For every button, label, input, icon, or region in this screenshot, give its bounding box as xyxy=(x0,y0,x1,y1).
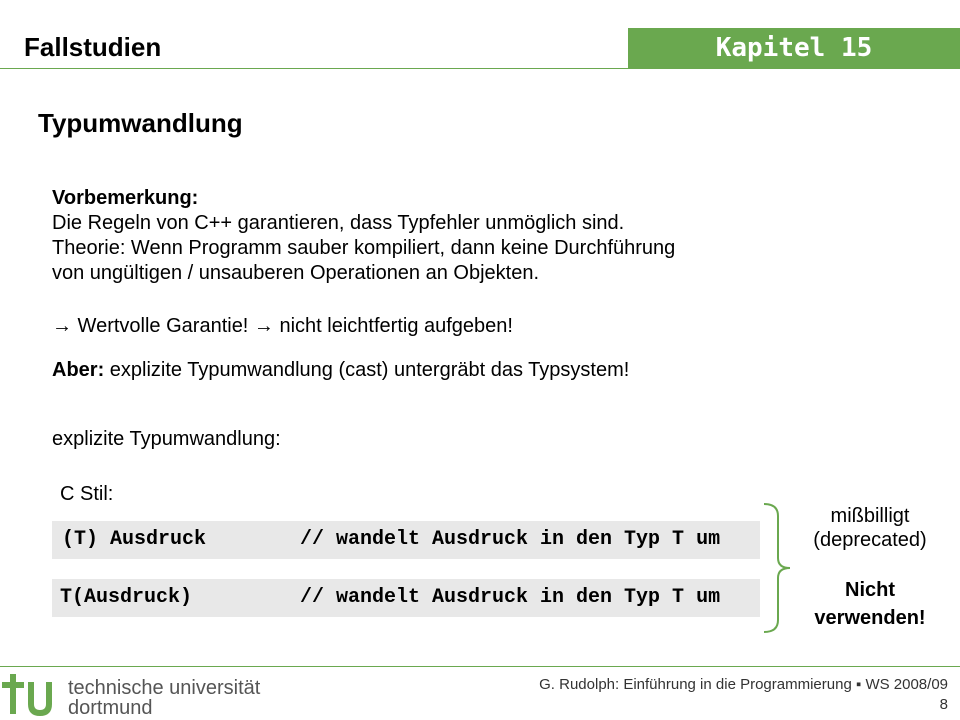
section-title: Fallstudien xyxy=(24,32,162,62)
chapter-label: Kapitel 15 xyxy=(715,33,873,63)
university-line-1: technische universität xyxy=(68,677,261,699)
deprecated-note-line1: mißbilligt xyxy=(830,505,910,527)
do-not-use-note xyxy=(790,576,950,632)
right-brace-icon xyxy=(760,502,794,634)
guarantee-text: → Wertvolle Garantie! → nicht leichtfertig aufgeben! xyxy=(52,315,513,337)
page-number: 8 xyxy=(939,696,948,713)
header-rule xyxy=(0,68,960,69)
explicit-heading: explizite Typumwandlung: xyxy=(52,428,281,450)
intro-line-2: Theorie: Wenn Programm sauber kompiliert, dann keine Durchführung xyxy=(52,237,676,259)
footer-rule xyxy=(0,666,960,667)
intro-line-3: von ungültigen / unsauberen Operationen an Objekten. xyxy=(52,262,540,284)
deprecated-note xyxy=(790,504,950,552)
c-style-label: C Stil: xyxy=(60,483,114,505)
intro-heading: Vorbemerkung: xyxy=(52,187,199,209)
aber-label: Aber: xyxy=(52,359,105,381)
slide-title: Typumwandlung xyxy=(38,108,243,138)
do-not-use-line2: verwenden! xyxy=(814,607,926,629)
footer-credit: G. Rudolph: Einführung in die Programmierung ▪ WS 2008/09 xyxy=(539,676,948,693)
code-expression: (T) Ausdruck xyxy=(62,528,207,551)
intro-line-1: Die Regeln von C++ garantieren, dass Typfehler unmöglich sind. xyxy=(52,212,625,234)
code-comment: // wandelt Ausdruck in den Typ T um xyxy=(300,528,721,551)
do-not-use-line1: Nicht xyxy=(845,579,895,601)
aber-text: explizite Typumwandlung (cast) untergräbt das Typsystem! xyxy=(104,359,630,381)
code-expression: T(Ausdruck) xyxy=(60,586,193,609)
university-line-2: dortmund xyxy=(68,697,153,719)
deprecated-note-line2: (deprecated) xyxy=(813,529,927,551)
code-box-1 xyxy=(52,521,760,559)
code-comment: // wandelt Ausdruck in den Typ T um xyxy=(300,586,721,609)
code-box-2 xyxy=(52,579,760,617)
university-name xyxy=(68,678,260,718)
aber-statement xyxy=(52,358,629,383)
tu-logo-icon xyxy=(2,668,62,718)
